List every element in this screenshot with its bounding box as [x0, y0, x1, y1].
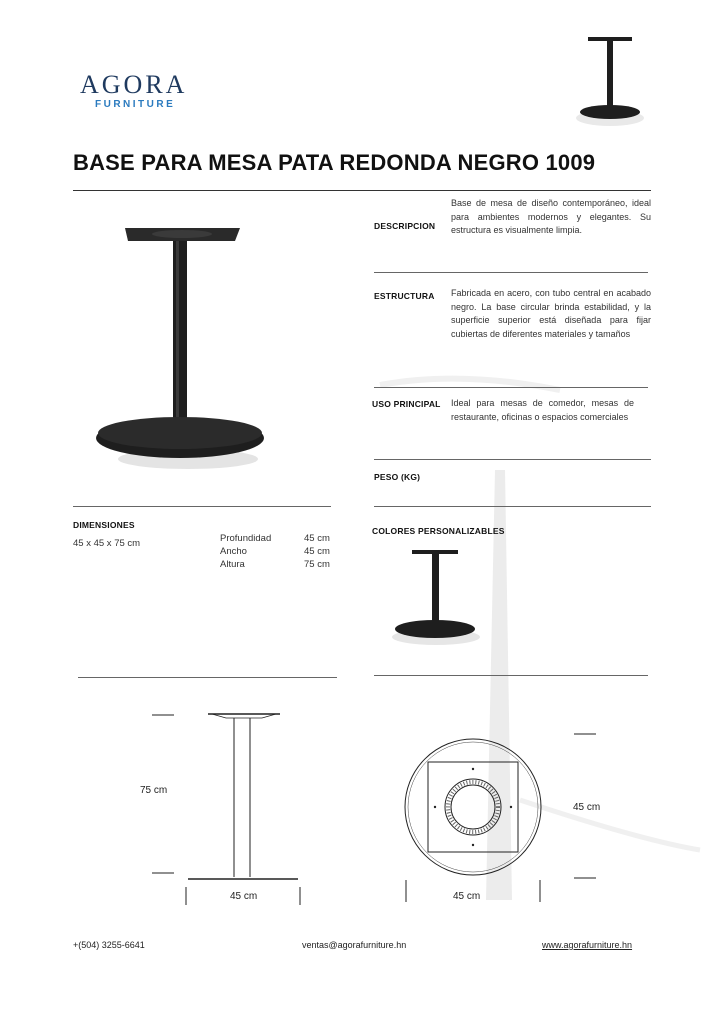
top-depth-label: 45 cm	[573, 802, 601, 813]
divider-estructura	[374, 387, 648, 388]
label-dimensiones: DIMENSIONES	[73, 520, 135, 530]
dim-row-value: 75 cm	[304, 559, 330, 570]
label-estructura: ESTRUCTURA	[374, 291, 435, 301]
footer-email[interactable]: ventas@agorafurniture.hn	[302, 940, 407, 950]
footer-website-link[interactable]: www.agorafurniture.hn	[542, 940, 633, 950]
divider-dimensions-top	[73, 506, 331, 507]
top-view-drawing	[400, 730, 610, 900]
product-image	[90, 215, 290, 475]
label-colores: COLORES PERSONALIZABLES	[372, 526, 505, 536]
dim-row-name: Ancho	[220, 546, 247, 557]
width-label: 45 cm	[230, 891, 258, 902]
page-title: BASE PARA MESA PATA REDONDA NEGRO 1009	[73, 150, 596, 175]
brand-logo-sub: FURNITURE	[95, 99, 176, 110]
product-thumbnail	[570, 30, 650, 140]
dimensions-summary: 45 x 45 x 75 cm	[73, 538, 141, 549]
divider-peso	[374, 506, 651, 507]
label-peso: PESO (KG)	[374, 472, 421, 482]
divider-uso	[374, 459, 651, 460]
label-descripcion: DESCRIPCION	[374, 221, 436, 231]
text-estructura: Fabricada en acero, con tubo central en acabado negro. La base circular brinda estabilidad, y la superficie superior está diseñada para fijar cubiertas de diferentes materiales y tamaños	[451, 288, 651, 339]
divider-colores	[374, 675, 648, 676]
title-divider	[73, 190, 651, 191]
height-label: 75 cm	[140, 785, 168, 796]
top-width-label: 45 cm	[453, 891, 481, 902]
footer-phone[interactable]: +(504) 3255-6641	[73, 940, 145, 950]
brand-logo: AGORA	[80, 70, 188, 99]
dim-row-value: 45 cm	[304, 546, 330, 557]
dim-row-name: Profundidad	[220, 533, 272, 544]
divider-dimensions-bottom	[78, 677, 337, 678]
text-descripcion: Base de mesa de diseño contemporáneo, ideal para ambientes modernos y elegantes. Su estructura es visualmente limpia.	[451, 198, 651, 235]
color-variant-image	[388, 545, 483, 650]
text-uso-principal: Ideal para mesas de comedor, mesas de restaurante, oficinas o espacios comerciales	[451, 398, 634, 422]
dim-row-value: 45 cm	[304, 533, 330, 544]
divider-descripcion	[374, 272, 648, 273]
side-elevation-drawing	[140, 705, 320, 915]
label-uso-principal: USO PRINCIPAL	[372, 399, 441, 409]
dim-row-name: Altura	[220, 559, 245, 570]
